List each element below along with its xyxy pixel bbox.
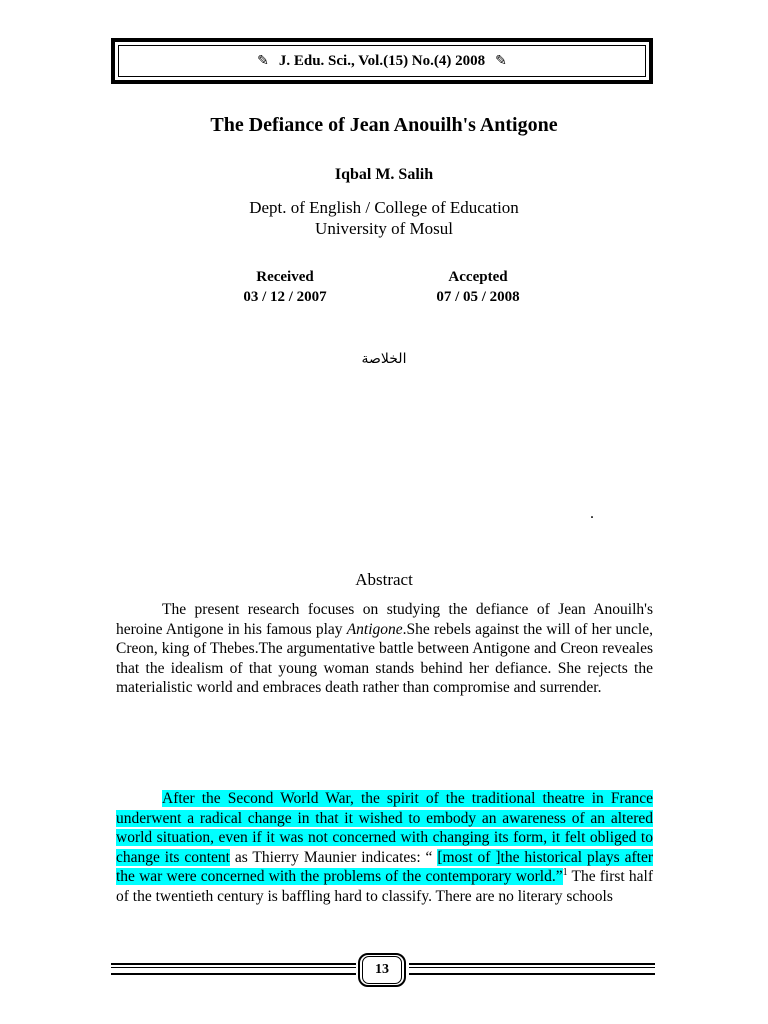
affiliation-university: University of Mosul [315,219,453,238]
body-text-2: The first half of the twentieth century is baffling hard to classify. There are no literary schools [116,868,653,905]
abstract-text-end: .She rebels against the will of her uncle, Creon, king of Thebes.The argumentative battle between Antigone and Creon reveales that the idealism of that young woman stands behind her defiance. She rejects the materialistic world and embraces death rather than compromise and surrender. [116,620,653,696]
accepted-block [418,267,538,307]
received-block [225,267,345,307]
journal-header [257,53,507,70]
accepted-label: Accepted [448,269,508,285]
stray-dot: . [590,505,594,522]
author-name: Iqbal M. Salih [334,166,434,183]
abstract-text-start: The present research focuses on studying the defiance of Jean Anouilh's heroine Antigone in his famous play [116,601,653,638]
page-number-badge [358,953,406,987]
journal-header-inner [118,45,646,77]
journal-citation: J. Edu. Sci., Vol.(15) No.(4) 2008 [278,52,486,69]
paper-title: The Defiance of Jean Anouilh's Antigone [210,114,558,136]
body-text-1: as Thierry Maunier indicates: “ [229,848,438,866]
highlighted-text-1: After the Second World War, the spirit of the traditional theatre in France underwent a radical change in that it wished to embody an awareness of an altered world situation, even if it was not concerned with changing its form, it felt obliged to change its content [116,790,653,866]
play-title-italic: Antigone [346,620,403,638]
highlighted-text-2: [most of ]the historical plays after the war were concerned with the problems of the contemporary world.” [116,848,653,885]
received-label: Received [256,269,314,285]
abstract-heading: Abstract [355,570,413,589]
footnote-marker: 1 [562,866,568,878]
abstract-paragraph [116,600,653,698]
ornament-left-icon: ✎ [257,53,269,69]
footer-rule-right [409,963,655,975]
journal-header-box [111,38,653,84]
accepted-date: 07 / 05 / 2008 [436,289,520,305]
page-number: 13 [362,956,402,984]
footer-rule-left [111,963,356,975]
affiliation-dept: Dept. of English / College of Education [249,198,519,217]
ornament-right-icon: ✎ [495,53,507,69]
arabic-abstract-heading: الخلاصة [361,351,407,367]
received-date: 03 / 12 / 2007 [243,289,327,305]
body-paragraph [116,789,653,906]
